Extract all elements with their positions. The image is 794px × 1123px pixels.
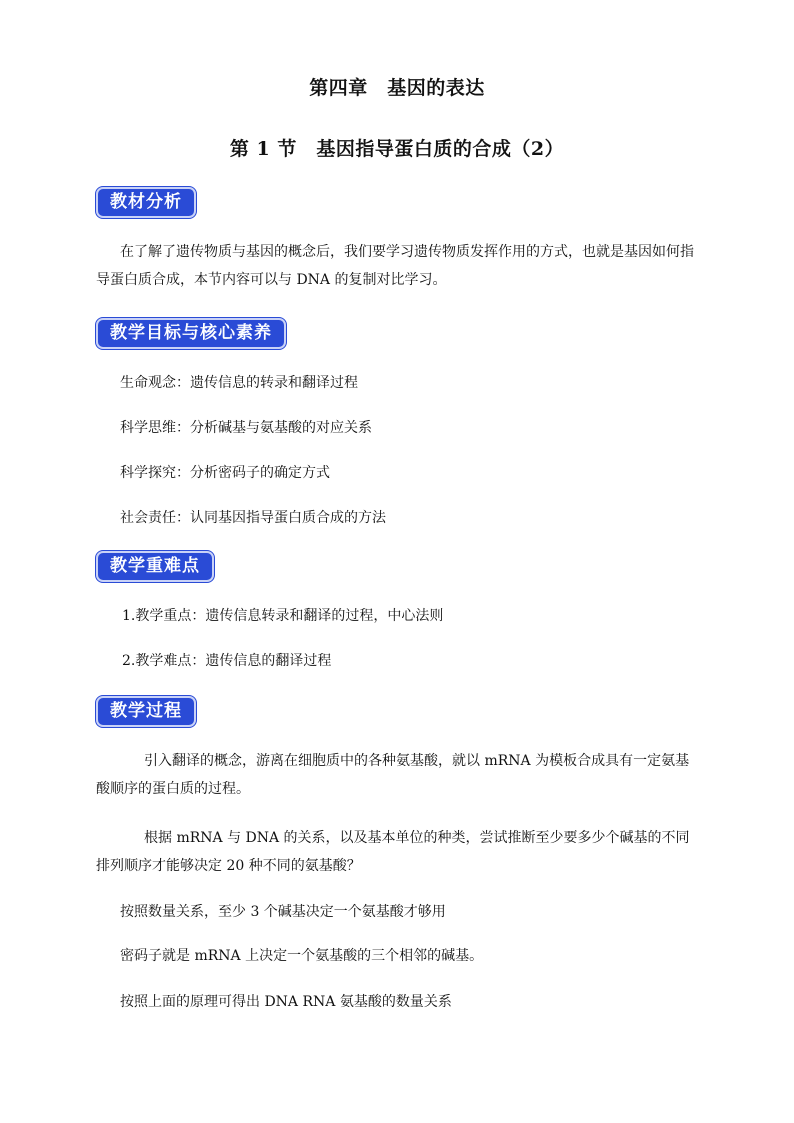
chapter-title: 第四章 基因的表达 xyxy=(309,77,485,99)
process-paragraph-inference: 根据 mRNA 与 DNA 的关系，以及基本单位的种类，尝试推断至少要多少个碱基的不同排列顺序才能够决定 20 种不同的氨基酸？ xyxy=(96,830,690,874)
goals-badge: 教学目标与核心素养 xyxy=(96,318,286,349)
goal-item-scientific-thinking: 科学思维：分析碱基与氨基酸的对应关系 xyxy=(120,420,372,436)
goal-item-social-responsibility: 社会责任：认同基因指导蛋白质合成的方法 xyxy=(120,510,386,526)
process-line-codon: 密码子就是 mRNA 上决定一个氨基酸的三个相邻的碱基。 xyxy=(120,948,484,964)
process-paragraph-translation: 引入翻译的概念，游离在细胞质中的各种氨基酸，就以 mRNA 为模板合成具有一定氨基酸顺序的蛋白质的过程。 xyxy=(96,753,690,797)
analysis-badge: 教材分析 xyxy=(96,187,196,218)
goal-item-life-concept: 生命观念：遗传信息的转录和翻译过程 xyxy=(120,375,358,391)
goal-item-scientific-inquiry: 科学探究：分析密码子的确定方式 xyxy=(120,465,330,481)
process-line-relationship: 按照上面的原理可得出 DNA RNA 氨基酸的数量关系 xyxy=(120,994,452,1010)
key-point-item-difficulty: 2.教学难点：遗传信息的翻译过程 xyxy=(122,653,332,669)
process-badge: 教学过程 xyxy=(96,696,196,727)
section-title: 第 1 节 基因指导蛋白质的合成（2） xyxy=(229,138,565,160)
process-line-quantity: 按照数量关系，至少 3 个碱基决定一个氨基酸才够用 xyxy=(120,904,446,920)
key-points-badge: 教学重难点 xyxy=(96,551,214,582)
key-point-item-focus: 1.教学重点：遗传信息转录和翻译的过程，中心法则 xyxy=(122,608,444,624)
analysis-paragraph: 在了解了遗传物质与基因的概念后，我们要学习遗传物质发挥作用的方式，也就是基因如何指导蛋白质合成，本节内容可以与 DNA 的复制对比学习。 xyxy=(96,244,694,288)
